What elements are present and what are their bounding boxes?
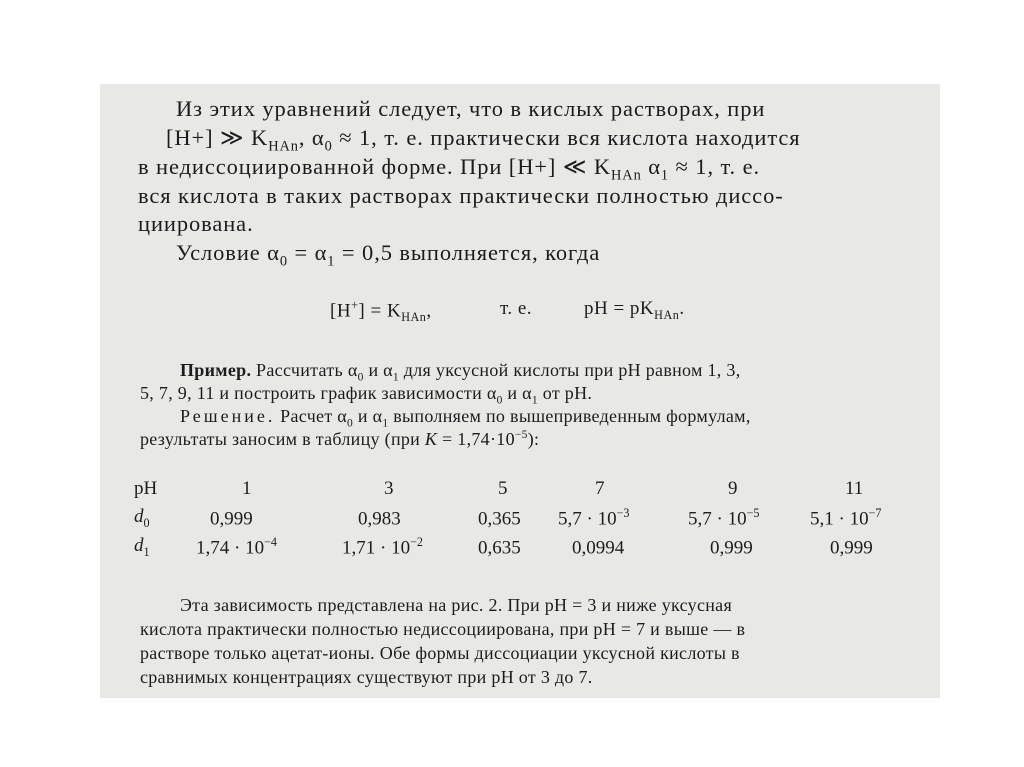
- table-d0-cell: 0,365: [478, 508, 521, 530]
- conclusion-line1: Эта зависимость представлена на рис. 2. При pH = 3 и ниже уксусная: [180, 595, 733, 615]
- example-line2: 5, 7, 9, 11 и построить график зависимости $\alpha_0$ и $\alpha_1$ от pH.: [140, 383, 593, 407]
- table-header-ph: pH: [134, 478, 158, 499]
- table-d1-cell: 0,0994: [572, 537, 625, 559]
- conclusion-line2: кислота практически полностью недиссоциирована, при pH = 7 и выше — в: [140, 619, 746, 639]
- table-row-d0-label: $d_0$: [134, 506, 150, 530]
- para1-line1: Из этих уравнений следует, что в кислых растворах, при: [176, 96, 766, 121]
- example-line1: Пример. Рассчитать $\alpha_0$ и $\alpha_1$ для уксусной кислоты при pH равном 1, 3,: [180, 360, 741, 384]
- formula-te: т. е.: [500, 298, 533, 319]
- formula-right: pH = $pK_{HAn}$.: [584, 298, 685, 322]
- para1-line5: циирована.: [138, 211, 254, 236]
- solution-line1: Решение. Расчет $\alpha_0$ и $\alpha_1$ выполняем по вышеприведенным формулам,: [180, 406, 751, 430]
- table-d1-cell: $1,74 \cdot 10^{-4}$: [196, 535, 278, 559]
- table-ph-cell: 7: [595, 478, 605, 499]
- table-d1-cell: 0,999: [710, 537, 753, 559]
- table-ph-cell: 1: [242, 478, 252, 499]
- table-ph-cell: 9: [728, 478, 738, 499]
- solution-line2: результаты заносим в таблицу (при $K = 1,74\cdot 10^{-5}$):: [140, 429, 540, 449]
- table-d0-cell: $5,7 \cdot 10^{-5}$: [688, 506, 760, 530]
- table-ph-cell: 3: [384, 478, 394, 499]
- scanned-page: [100, 84, 940, 698]
- condition-line: Условие $\alpha_0 = \alpha_1 = 0,5$ выполняется, когда: [176, 240, 601, 270]
- table-d0-cell: 0,999: [210, 508, 253, 530]
- table-d1-cell: 0,999: [830, 537, 873, 559]
- table-d0-cell: $5,7 \cdot 10^{-3}$: [558, 506, 630, 530]
- table-d0-cell: 0,983: [358, 508, 401, 530]
- para1-line4: вся кислота в таких растворах практически полностью диссо-: [138, 183, 784, 208]
- para1-line3: в недиссоциированной форме. При [H+] ≪ $K_{HAn}$ $\alpha_1 \approx 1$, т. е.: [138, 154, 761, 184]
- table-row-d1-label: $d_1$: [134, 535, 150, 559]
- table-ph-cell: 5: [498, 478, 508, 499]
- table-d1-cell: $1,71 \cdot 10^{-2}$: [342, 535, 424, 559]
- para1-line2: [H+] ≫ $K_{HAn}$, $\alpha_0 \approx 1$, т. е. практически вся кислота находится: [166, 125, 801, 155]
- conclusion-line4: сравнимых концентрациях существуют при pH от 3 до 7.: [140, 667, 593, 687]
- conclusion-line3: растворе только ацетат-ионы. Обе формы диссоциации уксусной кислоты в: [140, 643, 740, 663]
- table-d0-cell: $5,1 \cdot 10^{-7}$: [810, 506, 882, 530]
- formula-left: $[H^+] = K_{HAn}$,: [330, 298, 432, 325]
- table-ph-cell: 11: [845, 478, 864, 499]
- table-d1-cell: 0,635: [478, 537, 521, 559]
